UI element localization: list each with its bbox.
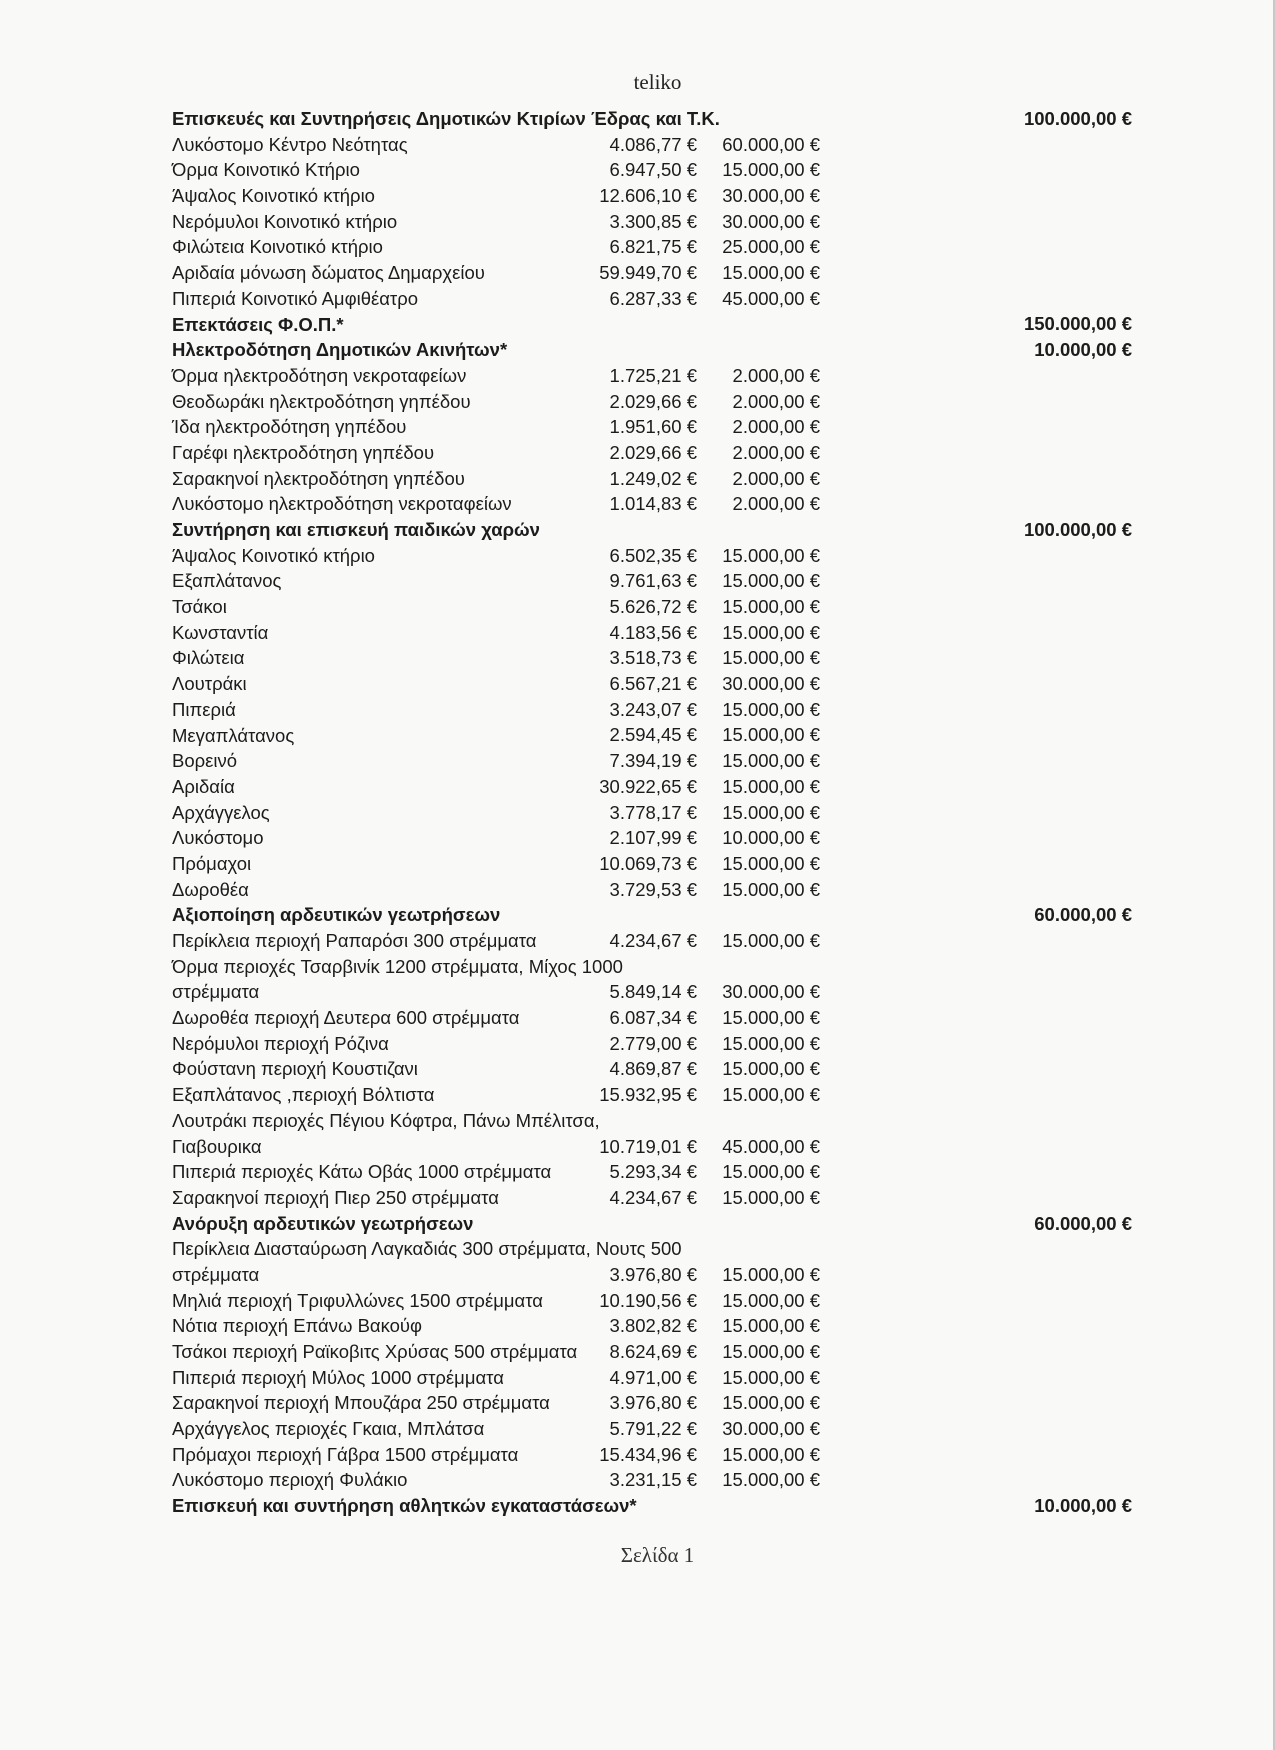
item-budget: 15.000,00 € [722, 1443, 820, 1465]
table-row [172, 851, 1132, 877]
table-row [172, 414, 1132, 440]
section-title: Επισκευές και Συντηρήσεις Δημοτικών Κτιρίων Έδρας και Τ.Κ. [172, 108, 720, 129]
item-budget: 10.000,00 € [722, 827, 820, 849]
table-row [172, 568, 1132, 594]
item-name: Ίδα ηλεκτροδότηση γηπέδου [172, 416, 407, 438]
item-budget: 15.000,00 € [722, 1058, 820, 1080]
item-cost: 9.761,63 € [609, 570, 697, 592]
page-number: Σελίδα 1 [620, 1543, 695, 1567]
table-row [172, 1288, 1132, 1314]
item-cost: 3.802,82 € [609, 1315, 697, 1337]
item-budget: 45.000,00 € [722, 287, 820, 309]
item-cost: 4.971,00 € [609, 1366, 697, 1388]
item-budget: 30.000,00 € [722, 1418, 820, 1440]
item-name: Λουτράκι [172, 673, 247, 695]
item-budget: 15.000,00 € [722, 1007, 820, 1029]
item-budget: 15.000,00 € [722, 1186, 820, 1208]
section-title: Επισκευή και συντήρηση αθλητκών εγκαταστάσεων* [172, 1495, 637, 1517]
table-row [172, 1416, 1132, 1442]
item-cost: 6.287,33 € [609, 287, 697, 309]
item-cost: 6.087,34 € [609, 1007, 697, 1029]
item-budget: 15.000,00 € [722, 570, 820, 592]
item-cost: 3.976,80 € [609, 1392, 697, 1414]
item-cost: 12.606,10 € [599, 185, 697, 207]
item-name: Σαρακηνοί περιοχή Μπουζάρα 250 στρέμματα [172, 1392, 550, 1414]
section-heading [172, 902, 1132, 928]
item-budget: 15.000,00 € [722, 801, 820, 823]
item-budget: 60.000,00 € [722, 133, 820, 155]
item-name: Γαρέφι ηλεκτροδότηση γηπέδου [172, 441, 435, 463]
item-name: Πιπεριά περιοχή Μύλος 1000 στρέμματα [172, 1366, 504, 1388]
item-cost: 4.234,67 € [609, 1186, 697, 1208]
item-budget: 30.000,00 € [722, 185, 820, 207]
item-budget: 2.000,00 € [732, 390, 820, 412]
table-row [172, 748, 1132, 774]
item-name: Πιπεριά περιοχές Κάτω Οβάς 1000 στρέμματα [172, 1161, 552, 1183]
item-budget: 25.000,00 € [722, 236, 820, 258]
table-row [172, 954, 1132, 1005]
section-heading [172, 1211, 1132, 1237]
item-cost: 10.069,73 € [599, 852, 697, 874]
item-name: Δωροθέα περιοχή Δευτερα 600 στρέμματα [172, 1007, 520, 1029]
item-cost: 30.922,65 € [599, 775, 697, 797]
item-budget: 15.000,00 € [722, 1392, 820, 1414]
item-budget: 2.000,00 € [732, 416, 820, 438]
table-row [172, 1365, 1132, 1391]
item-cost: 5.849,14 € [609, 981, 697, 1003]
item-cost: 1.951,60 € [609, 416, 697, 438]
item-name: Λυκόστομο [172, 827, 264, 849]
table-row [172, 928, 1132, 954]
item-budget: 15.000,00 € [722, 596, 820, 618]
item-name: Φούστανη περιοχή Κουστιζανι [172, 1058, 418, 1080]
section-heading [172, 337, 1132, 363]
table-row [172, 389, 1132, 415]
item-name: Σαρακηνοί ηλεκτροδότηση γηπέδου [172, 467, 465, 489]
item-budget: 15.000,00 € [722, 775, 820, 797]
section-title: Συντήρηση και επισκευή παιδικών χαρών [172, 519, 540, 540]
item-cost: 3.518,73 € [609, 647, 697, 669]
item-budget: 15.000,00 € [722, 647, 820, 669]
page-header [0, 70, 1275, 95]
item-cost: 2.029,66 € [609, 390, 697, 412]
item-budget: 2.000,00 € [732, 493, 820, 515]
item-name: Όρμα Κοινοτικό Κτήριο [172, 159, 360, 181]
item-name: Περίκλεια περιοχή Ραπαρόσι 300 στρέμματα [172, 930, 537, 951]
section-total: 10.000,00 € [1034, 339, 1132, 361]
item-name: Φιλώτεια [172, 647, 245, 669]
item-name: Δωροθέα [172, 878, 249, 900]
table-row [172, 1313, 1132, 1339]
table-row [172, 260, 1132, 286]
item-cost: 59.949,70 € [599, 262, 697, 284]
table-row [172, 543, 1132, 569]
item-name: Όρμα περιοχές Τσαρβινίκ 1200 στρέμματα, Μίχος 1000 στρέμματα [172, 955, 623, 1003]
item-budget: 30.000,00 € [722, 210, 820, 232]
item-cost: 6.821,75 € [609, 236, 697, 258]
table-row [172, 1390, 1132, 1416]
item-budget: 2.000,00 € [732, 467, 820, 489]
item-cost: 2.594,45 € [609, 724, 697, 746]
item-name: Πρόμαχοι περιοχή Γάβρα 1500 στρέμματα [172, 1443, 519, 1465]
item-budget: 15.000,00 € [722, 750, 820, 772]
item-budget: 45.000,00 € [722, 1135, 820, 1157]
item-budget: 15.000,00 € [722, 1315, 820, 1337]
item-name: Τσάκοι περιοχή Ραϊκοβιτς Χρύσας 500 στρέμματα [172, 1341, 578, 1363]
item-cost: 3.300,85 € [609, 210, 697, 232]
item-budget: 15.000,00 € [722, 1366, 820, 1388]
section-total: 150.000,00 € [1023, 313, 1132, 335]
item-name: Περίκλεια Διασταύρωση Λαγκαδιάς 300 στρέμματα, Νουτς 500 στρέμματα [172, 1238, 682, 1285]
item-budget: 15.000,00 € [722, 621, 820, 643]
table-row [172, 1159, 1132, 1185]
table-row [172, 671, 1132, 697]
item-cost: 7.394,19 € [609, 750, 697, 772]
table-row [172, 234, 1132, 260]
table-row [172, 825, 1132, 851]
item-budget: 15.000,00 € [722, 929, 820, 951]
table-row [172, 1185, 1132, 1211]
item-cost: 3.729,53 € [609, 878, 697, 900]
item-budget: 15.000,00 € [722, 852, 820, 874]
table-row [172, 1339, 1132, 1365]
item-name: Λυκόστομο Κέντρο Νεότητας [172, 133, 408, 155]
item-cost: 1.249,02 € [609, 467, 697, 489]
table-row [172, 1442, 1132, 1468]
item-budget: 15.000,00 € [722, 262, 820, 284]
item-name: Άψαλος Κοινοτικό κτήριο [172, 185, 375, 207]
section-total: 100.000,00 € [1023, 107, 1132, 129]
table-row [172, 1082, 1132, 1108]
section-heading [172, 517, 1132, 543]
item-cost: 4.183,56 € [609, 621, 697, 643]
item-name: Όρμα ηλεκτροδότηση νεκροταφείων [172, 364, 467, 386]
page-footer [0, 1543, 1275, 1568]
item-name: Νερόμυλοι περιοχή Ρόζινα [172, 1032, 389, 1054]
item-cost: 15.434,96 € [599, 1443, 697, 1465]
item-budget: 30.000,00 € [722, 981, 820, 1003]
section-title: Επεκτάσεις Φ.Ο.Π.* [172, 313, 344, 335]
item-budget: 15.000,00 € [722, 1469, 820, 1491]
table-row [172, 132, 1132, 158]
item-name: Θεοδωράκι ηλεκτροδότηση γηπέδου [172, 390, 471, 412]
table-row [172, 800, 1132, 826]
section-title: Ανόρυξη αρδευτικών γεωτρήσεων [172, 1212, 474, 1234]
item-budget: 15.000,00 € [722, 1263, 820, 1285]
section-title: Αξιοποίηση αρδευτικών γεωτρήσεων [172, 904, 501, 926]
item-name: Εξαπλάτανος ,περιοχή Βόλτιστα [172, 1084, 435, 1106]
item-cost: 4.869,87 € [609, 1058, 697, 1080]
section-heading [172, 106, 1132, 132]
item-name: Αριδαία μόνωση δώματος Δημαρχείου [172, 262, 485, 284]
table-row [172, 491, 1132, 517]
section-heading [172, 1493, 1132, 1519]
item-name: Μηλιά περιοχή Τριφυλλώνες 1500 στρέμματα [172, 1289, 543, 1311]
item-budget: 2.000,00 € [732, 441, 820, 463]
section-total: 10.000,00 € [1034, 1495, 1132, 1517]
section-total: 60.000,00 € [1034, 904, 1132, 926]
item-cost: 2.779,00 € [609, 1032, 697, 1054]
item-name: Πιπεριά Κοινοτικό Αμφιθέατρο [172, 287, 419, 309]
item-budget: 15.000,00 € [722, 1341, 820, 1363]
item-cost: 1.725,21 € [609, 364, 697, 386]
item-name: Λυκόστομο περιοχή Φυλάκιο [172, 1469, 408, 1491]
item-name: Αριδαία [172, 775, 235, 797]
item-budget: 15.000,00 € [722, 878, 820, 900]
item-budget: 15.000,00 € [722, 1032, 820, 1054]
item-cost: 2.107,99 € [609, 827, 697, 849]
item-budget: 15.000,00 € [722, 1161, 820, 1183]
section-total: 60.000,00 € [1034, 1212, 1132, 1234]
item-budget: 15.000,00 € [722, 724, 820, 746]
item-budget: 15.000,00 € [722, 1084, 820, 1106]
item-name: Αρχάγγελος [172, 801, 270, 823]
item-cost: 1.014,83 € [609, 493, 697, 515]
item-name: Τσάκοι [172, 596, 227, 618]
item-cost: 6.947,50 € [609, 159, 697, 181]
section-total: 100.000,00 € [1023, 518, 1132, 540]
table-row [172, 209, 1132, 235]
table-row [172, 697, 1132, 723]
item-cost: 5.293,34 € [609, 1161, 697, 1183]
table-row [172, 877, 1132, 903]
item-cost: 8.624,69 € [609, 1341, 697, 1363]
table-row [172, 183, 1132, 209]
table-row [172, 774, 1132, 800]
item-budget: 15.000,00 € [722, 1289, 820, 1311]
table-row [172, 723, 1132, 749]
item-budget: 2.000,00 € [732, 364, 820, 386]
item-cost: 10.719,01 € [599, 1135, 697, 1157]
item-cost: 6.567,21 € [609, 673, 697, 695]
table-row [172, 1031, 1132, 1057]
item-cost: 3.976,80 € [609, 1263, 697, 1285]
item-cost: 6.502,35 € [609, 544, 697, 566]
item-name: Σαρακηνοί περιοχή Πιερ 250 στρέμματα [172, 1186, 499, 1208]
table-row [172, 1236, 1132, 1287]
item-name: Νότια περιοχή Επάνω Βακούφ [172, 1315, 423, 1337]
item-cost: 4.086,77 € [609, 133, 697, 155]
table-row [172, 594, 1132, 620]
document-title: teliko [633, 70, 682, 94]
item-cost: 2.029,66 € [609, 441, 697, 463]
item-name: Πρόμαχοι [172, 852, 252, 874]
item-cost: 5.791,22 € [609, 1418, 697, 1440]
section-title: Ηλεκτροδότηση Δημοτικών Ακινήτων* [172, 339, 508, 361]
item-budget: 15.000,00 € [722, 698, 820, 720]
item-name: Μεγαπλάτανος [172, 724, 295, 746]
item-name: Βορεινό [172, 750, 238, 772]
table-row [172, 466, 1132, 492]
item-name: Κωνσταντία [172, 621, 269, 643]
item-cost: 3.231,15 € [609, 1469, 697, 1491]
item-budget: 15.000,00 € [722, 544, 820, 566]
item-cost: 4.234,67 € [609, 929, 697, 951]
table-row [172, 286, 1132, 312]
item-budget: 30.000,00 € [722, 673, 820, 695]
table-row [172, 440, 1132, 466]
item-name: Λουτράκι περιοχές Πέγιου Κόφτρα, Πάνω Μπέλιτσα, Γιαβουρικα [172, 1109, 600, 1157]
item-budget: 15.000,00 € [722, 159, 820, 181]
item-name: Αρχάγγελος περιοχές Γκαια, Μπλάτσα [172, 1418, 485, 1440]
item-name: Λυκόστομο ηλεκτροδότηση νεκροταφείων [172, 493, 512, 515]
item-cost: 15.932,95 € [599, 1084, 697, 1106]
item-cost: 3.243,07 € [609, 698, 697, 720]
section-heading [172, 312, 1132, 338]
item-name: Εξαπλάτανος [172, 570, 282, 592]
item-name: Φιλώτεια Κοινοτικό κτήριο [172, 236, 383, 258]
item-name: Άψαλος Κοινοτικό κτήριο [172, 544, 375, 566]
table-row [172, 1108, 1132, 1159]
item-name: Πιπεριά [172, 698, 236, 720]
table-row [172, 1056, 1132, 1082]
table-row [172, 645, 1132, 671]
item-cost: 5.626,72 € [609, 596, 697, 618]
table-row [172, 1467, 1132, 1493]
item-name: Νερόμυλοι Κοινοτικό κτήριο [172, 210, 398, 232]
item-cost: 3.778,17 € [609, 801, 697, 823]
table-row [172, 1005, 1132, 1031]
budget-table [172, 106, 1132, 1519]
table-row [172, 620, 1132, 646]
table-row [172, 363, 1132, 389]
table-row [172, 157, 1132, 183]
item-cost: 10.190,56 € [599, 1289, 697, 1311]
